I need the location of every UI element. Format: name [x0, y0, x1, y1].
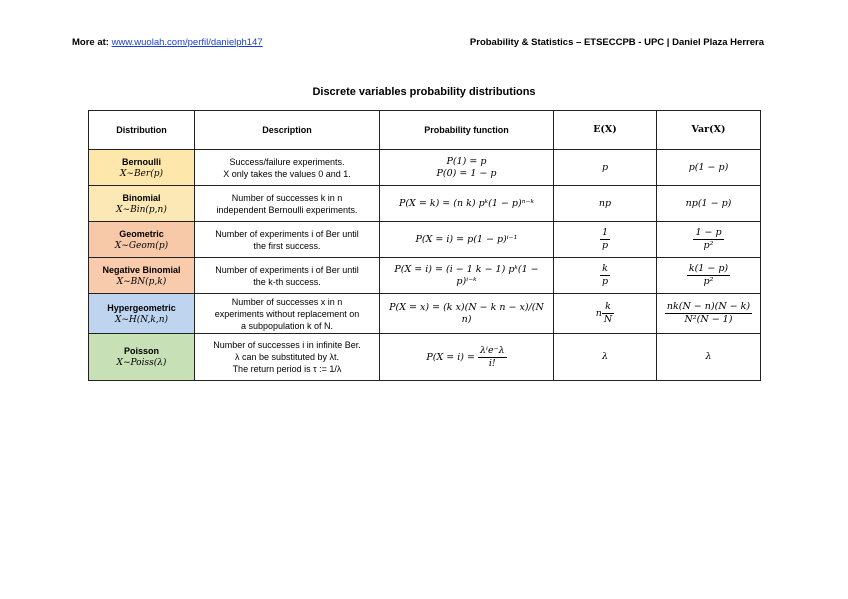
desc-line: the first success. [253, 240, 321, 251]
denominator: p [601, 276, 609, 287]
fraction [600, 227, 610, 252]
denominator: p² [703, 276, 714, 287]
desc-cell [195, 258, 380, 294]
more-label: More at: [72, 37, 112, 48]
pf-cell: P(X = k) = (n k) pᵏ(1 − p)ⁿ⁻ᵏ [380, 186, 554, 222]
dist-symbol: X∼H(N,k,n) [114, 314, 169, 325]
pf-cell: P(X = i) = (i − 1 k − 1) pᵏ(1 − p)ⁱ⁻ᵏ [380, 258, 554, 294]
table-row [89, 294, 761, 334]
dist-cell-geometric [89, 222, 195, 258]
expectation-cell [554, 294, 657, 334]
dist-cell-poisson [89, 334, 195, 381]
numerator: 1 [600, 227, 610, 240]
fraction [600, 263, 610, 288]
numerator: λⁱe⁻λ [480, 344, 505, 356]
dist-cell-bernoulli [89, 150, 195, 186]
dist-symbol: X∼Geom(p) [114, 240, 169, 251]
expectation-cell [554, 222, 657, 258]
variance-cell [657, 294, 761, 334]
col-distribution: Distribution [89, 111, 195, 150]
pf-cell [380, 334, 554, 381]
variance-cell: p(1 − p) [657, 150, 761, 186]
pf-line: P(0) = 1 − p [436, 167, 497, 179]
desc-line: the k-th success. [253, 276, 321, 287]
desc-line: experiments without replacement on [214, 308, 360, 319]
dist-symbol: X∼BN(p,k) [116, 276, 167, 287]
desc-cell [195, 186, 380, 222]
denominator: p² [703, 240, 714, 251]
denominator: p [601, 240, 609, 251]
col-probability-function: Probability function [380, 111, 554, 150]
numerator: k [600, 263, 610, 276]
fraction [478, 345, 507, 370]
dist-name: Negative Binomial [102, 264, 181, 275]
desc-line: a subpopulation k of N. [240, 320, 334, 331]
prefix: n [595, 308, 602, 319]
desc-cell [195, 150, 380, 186]
numerator: 1 − p [695, 227, 722, 238]
dist-symbol: X∼Poiss(λ) [116, 358, 167, 368]
table-row [89, 222, 761, 258]
desc-line: Number of successes k in n [231, 192, 343, 203]
dist-symbol: X∼Ber(p) [120, 168, 163, 179]
pf-cell: P(X = i) = p(1 − p)ⁱ⁻¹ [380, 222, 554, 258]
denominator: i! [488, 357, 496, 369]
desc-line: Success/failure experiments. [229, 156, 345, 167]
numerator: k [602, 301, 614, 314]
header-left [72, 37, 263, 48]
pf-lhs: P(X = i) = [426, 351, 475, 363]
pf-cell: P(X = x) = (k x)(N − k n − x)/(N n) [380, 294, 554, 334]
desc-line: Number of successes i in infinite Ber. [213, 340, 361, 350]
col-description: Description [195, 111, 380, 150]
variance-cell [657, 222, 761, 258]
desc-line: Number of successes x in n [231, 296, 343, 307]
header-right: Probability & Statistics – ETSECCPB - UPC | Daniel Plaza Herrera [469, 37, 764, 48]
dist-name: Bernoulli [121, 156, 161, 167]
table-row [89, 334, 761, 381]
pf-cell [380, 150, 554, 186]
fraction [602, 301, 614, 326]
col-expectation: E(X) [554, 111, 657, 150]
dist-cell-negative-binomial [89, 258, 195, 294]
expectation-cell [554, 258, 657, 294]
desc-cell [195, 294, 380, 334]
fraction [687, 263, 730, 288]
denominator: N [603, 314, 613, 325]
desc-line: independent Bernoulli experiments. [216, 204, 358, 215]
dist-name: Binomial [122, 192, 161, 203]
dist-cell-binomial [89, 186, 195, 222]
distributions-table [88, 110, 761, 381]
pf-line: P(1) = p [446, 155, 487, 167]
dist-symbol: X∼Bin(p,n) [116, 204, 167, 215]
page-title: Discrete variables probability distributions [312, 86, 536, 98]
dist-name: Poisson [123, 346, 159, 356]
expectation-cell: np [554, 186, 657, 222]
desc-line: Number of experiments i of Ber until [215, 228, 359, 239]
variance-cell: np(1 − p) [657, 186, 761, 222]
desc-line: X only takes the values 0 and 1. [223, 168, 351, 179]
desc-cell [195, 334, 380, 381]
table-row [89, 186, 761, 222]
table-row [89, 150, 761, 186]
col-variance: Var(X) [657, 111, 761, 150]
fraction [693, 227, 723, 252]
table-row [89, 258, 761, 294]
dist-cell-hypergeometric [89, 294, 195, 334]
expectation-cell: p [554, 150, 657, 186]
table-header-row [89, 111, 761, 150]
denominator: N²(N − 1) [684, 314, 733, 325]
numerator: nk(N − n)(N − k) [666, 301, 751, 312]
variance-cell [657, 258, 761, 294]
numerator: k(1 − p) [688, 263, 729, 274]
desc-line: λ can be substituted by λt. [234, 352, 340, 362]
desc-cell [195, 222, 380, 258]
dist-name: Geometric [119, 228, 164, 239]
desc-line: The return period is τ := 1/λ [232, 364, 342, 374]
profile-link[interactable]: www.wuolah.com/perfil/danielph147 [111, 37, 263, 48]
variance-cell: λ [657, 334, 761, 381]
desc-line: Number of experiments i of Ber until [215, 264, 359, 275]
expectation-cell: λ [554, 334, 657, 381]
dist-name: Hypergeometric [107, 302, 176, 313]
fraction [665, 301, 752, 326]
